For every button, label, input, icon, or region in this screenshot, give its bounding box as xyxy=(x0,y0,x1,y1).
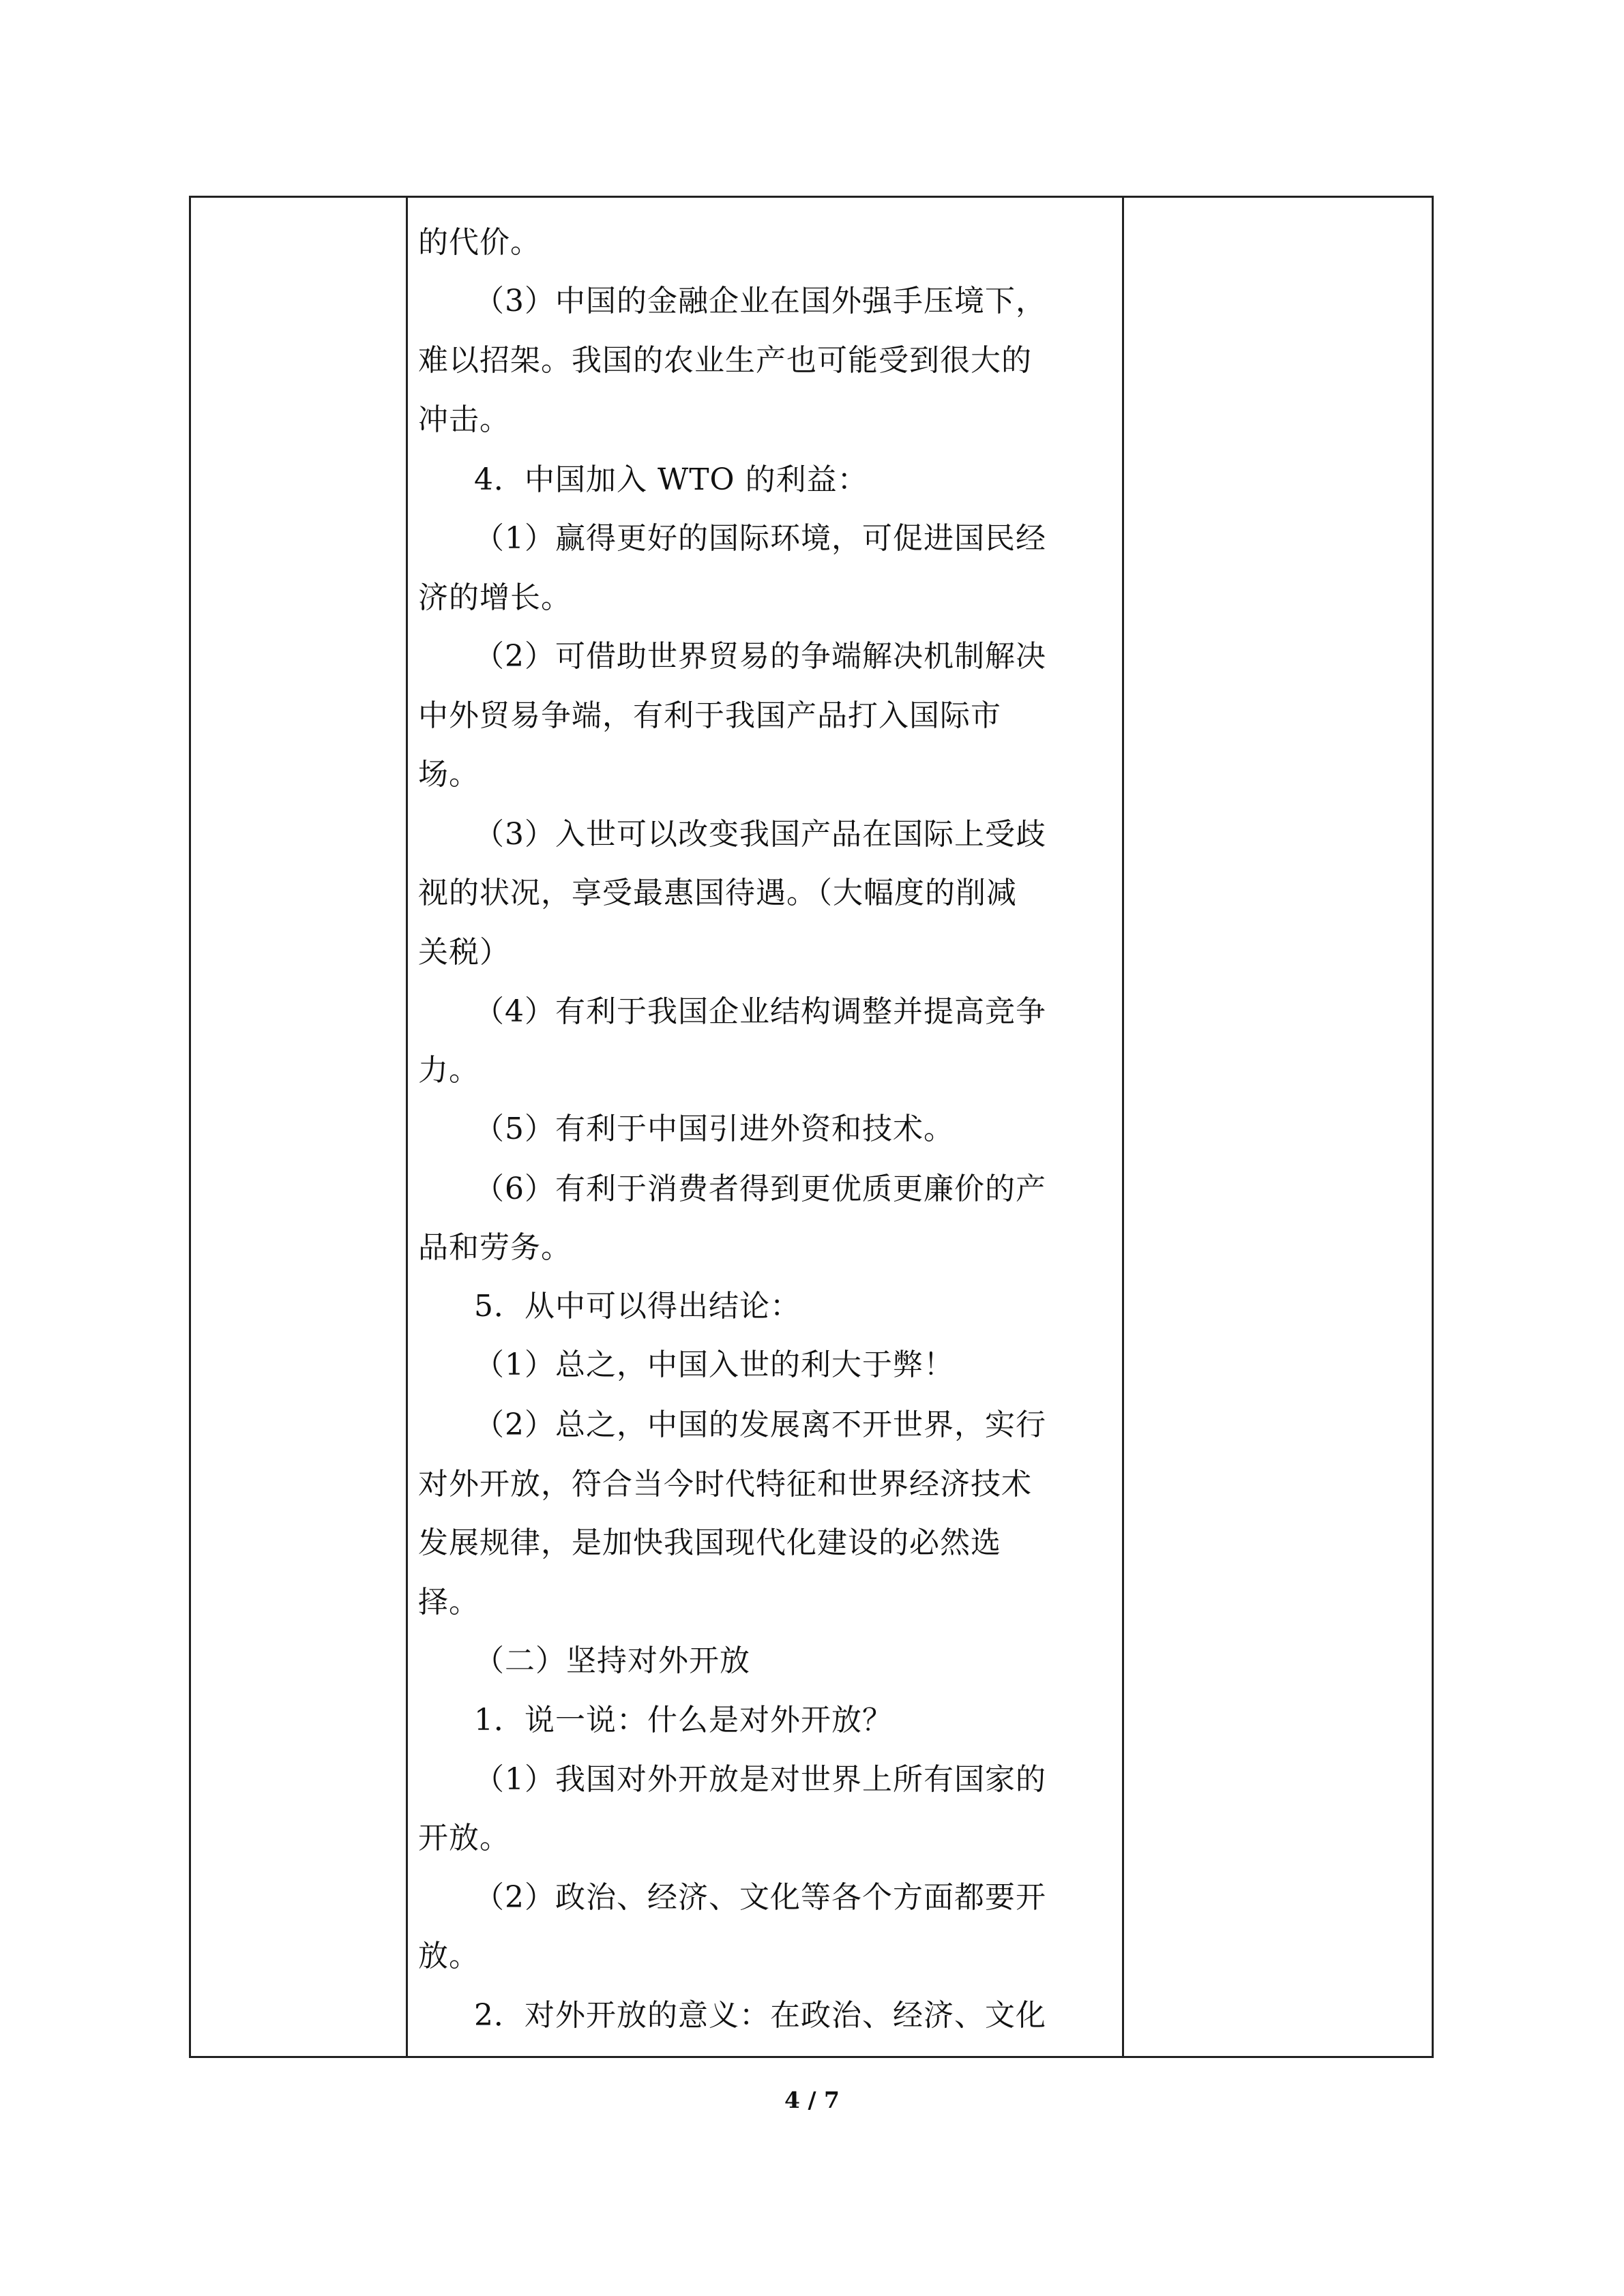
text-line: 2．对外开放的意义：在政治、经济、文化 xyxy=(474,1998,1046,2033)
text-line: （2）政治、经济、文化等各个方面都要开 xyxy=(474,1880,1046,1915)
text-line: 冲击。 xyxy=(418,402,510,437)
text-line: 关税） xyxy=(418,935,510,970)
text-line: 场。 xyxy=(418,757,479,792)
text-line: （3）中国的金融企业在国外强手压境下， xyxy=(474,284,1046,318)
text-line: 中外贸易争端，有利于我国产品打入国际市 xyxy=(418,698,1001,733)
text-line: 5．从中可以得出结论： xyxy=(474,1289,801,1324)
text-line: 4．中国加入 WTO 的利益： xyxy=(474,462,868,497)
text-line: （3）入世可以改变我国产品在国际上受歧 xyxy=(474,817,1046,852)
text-line: （1）我国对外开放是对世界上所有国家的 xyxy=(474,1762,1046,1797)
text-line: 1．说一说：什么是对外开放？ xyxy=(474,1703,893,1738)
text-line: （2）总之，中国的发展离不开世界，实行 xyxy=(474,1407,1046,1442)
text-line: 开放。 xyxy=(418,1821,510,1855)
text-line: 济的增长。 xyxy=(418,580,572,615)
page-number: 4 / 7 xyxy=(784,2087,840,2113)
text-line: （1）赢得更好的国际环境，可促进国民经 xyxy=(474,521,1046,556)
text-line: （4）有利于我国企业结构调整并提高竞争 xyxy=(474,994,1046,1029)
text-line: 的代价。 xyxy=(418,225,541,260)
text-line: （2）可借助世界贸易的争端解决机制解决 xyxy=(474,639,1046,674)
content-cell xyxy=(409,198,1122,2056)
text-line: （5）有利于中国引进外资和技术。 xyxy=(474,1112,954,1146)
text-line: 发展规律，是加快我国现代化建设的必然选 xyxy=(418,1525,1001,1560)
text-line: 品和劳务。 xyxy=(418,1230,572,1265)
text-line: （二）坚持对外开放 xyxy=(474,1643,750,1678)
text-line: （1）总之，中国入世的利大于弊！ xyxy=(474,1347,954,1382)
text-line: 择。 xyxy=(418,1585,479,1620)
text-line: 视的状况，享受最惠国待遇。（大幅度的削减 xyxy=(418,876,1017,910)
text-line: 放。 xyxy=(418,1939,479,1973)
table-column-divider-left xyxy=(406,198,408,2056)
text-line: 力。 xyxy=(418,1053,479,1088)
text-line: （6）有利于消费者得到更优质更廉价的产 xyxy=(474,1172,1046,1206)
text-line: 难以招架。我国的农业生产也可能受到很大的 xyxy=(418,343,1032,378)
table-column-divider-right xyxy=(1122,198,1124,2056)
lesson-table xyxy=(189,196,1434,2058)
text-line: 对外开放，符合当今时代特征和世界经济技术 xyxy=(418,1467,1032,1502)
